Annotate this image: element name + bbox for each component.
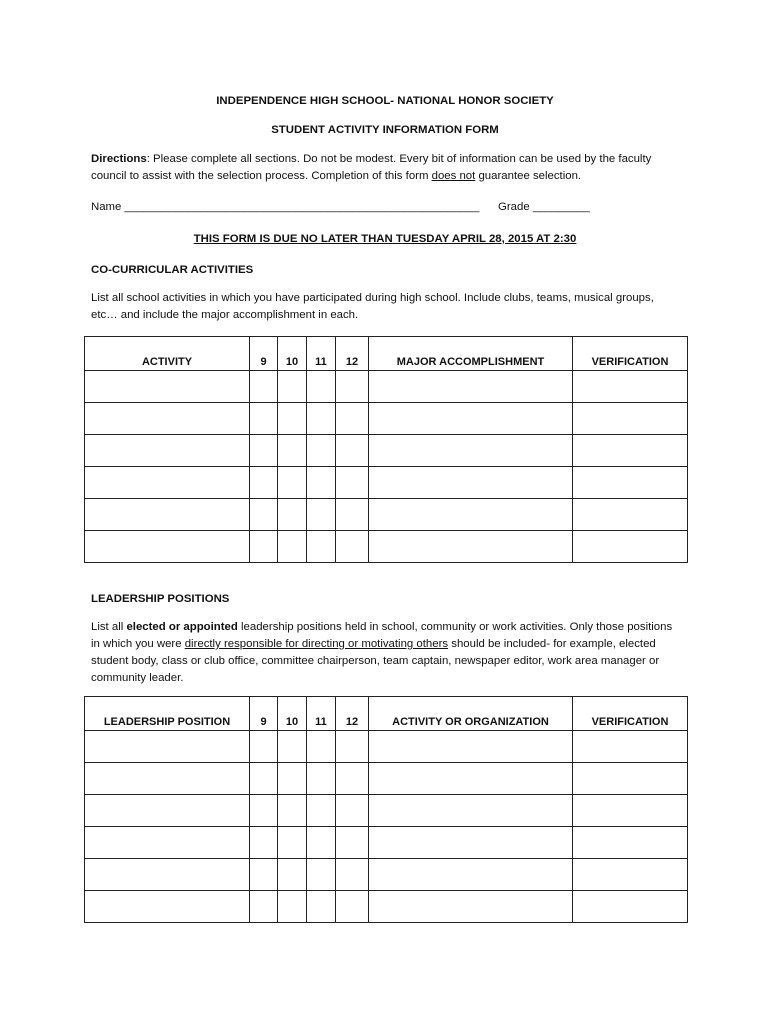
column-header: 12 (336, 697, 369, 731)
column-header: LEADERSHIP POSITION (85, 697, 250, 731)
table-cell[interactable] (336, 435, 369, 467)
table-row (85, 891, 688, 923)
table-cell[interactable] (369, 371, 573, 403)
column-header: VERIFICATION (573, 697, 688, 731)
table-cell[interactable] (573, 827, 688, 859)
table-cell[interactable] (369, 731, 573, 763)
table-cell[interactable] (85, 859, 250, 891)
table-cell[interactable] (307, 859, 336, 891)
table-cell[interactable] (369, 795, 573, 827)
leadership-instr-underline: directly responsible for directing or motivating others (184, 638, 449, 650)
table-cell[interactable] (278, 435, 307, 467)
table-cell[interactable] (85, 371, 250, 403)
table-cell[interactable] (573, 403, 688, 435)
table-row (85, 499, 688, 531)
table-cell[interactable] (307, 499, 336, 531)
table-cell[interactable] (250, 531, 278, 563)
leadership-instructions (91, 619, 681, 687)
table-cell[interactable] (573, 859, 688, 891)
table-cell[interactable] (307, 763, 336, 795)
table-cell[interactable] (307, 827, 336, 859)
table-cell[interactable] (369, 467, 573, 499)
table-cell[interactable] (336, 795, 369, 827)
table-row (85, 731, 688, 763)
column-header: 9 (250, 337, 278, 371)
column-header: 12 (336, 337, 369, 371)
table-cell[interactable] (336, 403, 369, 435)
table-row (85, 763, 688, 795)
directions-text: : Please complete all sections. Do not be modest. Every bit of information can be used by the faculty council to assist with the selection process. Completion of this form (91, 153, 652, 182)
due-date-notice: THIS FORM IS DUE NO LATER THAN TUESDAY APRIL 28, 2015 AT 2:30 (193, 233, 577, 245)
table-cell[interactable] (278, 499, 307, 531)
form-title: STUDENT ACTIVITY INFORMATION FORM (271, 124, 499, 136)
table-cell[interactable] (369, 827, 573, 859)
table-cell[interactable] (85, 435, 250, 467)
table-cell[interactable] (250, 827, 278, 859)
table-cell[interactable] (307, 795, 336, 827)
table-cell[interactable] (85, 467, 250, 499)
table-header-row (85, 697, 688, 731)
leadership-instr-middle: leadership positions held in school, community or work activities. Only those positions in which you were (91, 621, 673, 650)
school-title: INDEPENDENCE HIGH SCHOOL- NATIONAL HONOR SOCIETY (216, 95, 554, 107)
table-cell[interactable] (278, 467, 307, 499)
table-cell[interactable] (369, 891, 573, 923)
table-cell[interactable] (307, 891, 336, 923)
table-cell[interactable] (369, 499, 573, 531)
cocurricular-instructions: List all school activities in which you have participated during high school. Include clubs, teams, musical groups, etc… and include the major accomplishment in each. (91, 292, 654, 321)
column-header: 10 (278, 697, 307, 731)
table-cell[interactable] (369, 435, 573, 467)
table-cell[interactable] (250, 499, 278, 531)
column-header: ACTIVITY (85, 337, 250, 371)
table-cell[interactable] (573, 731, 688, 763)
table-cell[interactable] (573, 435, 688, 467)
table-row (85, 403, 688, 435)
table-cell[interactable] (369, 859, 573, 891)
table-cell[interactable] (250, 763, 278, 795)
table-cell[interactable] (336, 499, 369, 531)
table-cell[interactable] (573, 763, 688, 795)
table-cell[interactable] (278, 891, 307, 923)
column-header: MAJOR ACCOMPLISHMENT (369, 337, 573, 371)
leadership-heading: LEADERSHIP POSITIONS (91, 593, 230, 605)
table-cell[interactable] (278, 827, 307, 859)
table-cell[interactable] (278, 763, 307, 795)
leadership-instr-start: List all (91, 621, 127, 633)
table-row (85, 859, 688, 891)
directions-emphasis: does not (431, 170, 476, 182)
directions-paragraph (91, 151, 671, 185)
grade-field[interactable]: Grade _________ (498, 201, 590, 213)
table-cell[interactable] (250, 371, 278, 403)
table-cell[interactable] (250, 435, 278, 467)
table-cell[interactable] (250, 467, 278, 499)
table-cell[interactable] (307, 531, 336, 563)
table-cell[interactable] (336, 859, 369, 891)
column-header: 9 (250, 697, 278, 731)
table-cell[interactable] (307, 731, 336, 763)
table-cell[interactable] (307, 435, 336, 467)
table-cell[interactable] (250, 859, 278, 891)
table-cell[interactable] (336, 731, 369, 763)
table-cell[interactable] (369, 403, 573, 435)
table-cell[interactable] (278, 859, 307, 891)
table-cell[interactable] (250, 403, 278, 435)
table-row (85, 795, 688, 827)
table-row (85, 467, 688, 499)
table-cell[interactable] (336, 467, 369, 499)
cocurricular-table (84, 336, 688, 563)
leadership-instr-end: should be included- for example, elected student body, class or club office, committee chairperson, team captain, newspaper editor, work area manager or community leader. (91, 638, 660, 684)
table-cell[interactable] (250, 891, 278, 923)
table-cell[interactable] (336, 531, 369, 563)
table-row (85, 531, 688, 563)
table-cell[interactable] (307, 403, 336, 435)
table-cell[interactable] (369, 531, 573, 563)
table-cell[interactable] (85, 731, 250, 763)
table-cell[interactable] (85, 499, 250, 531)
column-header: VERIFICATION (573, 337, 688, 371)
table-cell[interactable] (573, 531, 688, 563)
table-cell[interactable] (307, 467, 336, 499)
table-row (85, 827, 688, 859)
table-cell[interactable] (85, 827, 250, 859)
table-cell[interactable] (278, 731, 307, 763)
directions-text-end: guarantee selection. (475, 170, 582, 182)
table-row (85, 371, 688, 403)
leadership-instr-bold: elected or appointed (126, 621, 238, 633)
table-cell[interactable] (307, 371, 336, 403)
table-cell[interactable] (250, 795, 278, 827)
table-cell[interactable] (573, 891, 688, 923)
table-cell[interactable] (573, 499, 688, 531)
table-cell[interactable] (573, 371, 688, 403)
leadership-table (84, 696, 688, 923)
table-cell[interactable] (278, 795, 307, 827)
table-cell[interactable] (573, 795, 688, 827)
table-header-row (85, 337, 688, 371)
table-cell[interactable] (336, 827, 369, 859)
table-cell[interactable] (573, 467, 688, 499)
table-cell[interactable] (85, 795, 250, 827)
table-cell[interactable] (85, 531, 250, 563)
table-row (85, 435, 688, 467)
column-header: 11 (307, 697, 336, 731)
name-field[interactable]: Name ________________________________________________________ (91, 201, 480, 213)
column-header: 10 (278, 337, 307, 371)
directions-label: Directions (91, 153, 147, 165)
name-grade-line (91, 201, 691, 213)
table-cell[interactable] (85, 891, 250, 923)
table-cell[interactable] (278, 371, 307, 403)
table-cell[interactable] (336, 891, 369, 923)
table-cell[interactable] (336, 763, 369, 795)
table-cell[interactable] (85, 403, 250, 435)
table-cell[interactable] (336, 371, 369, 403)
table-cell[interactable] (278, 403, 307, 435)
column-header: ACTIVITY OR ORGANIZATION (369, 697, 573, 731)
table-cell[interactable] (278, 531, 307, 563)
table-cell[interactable] (369, 763, 573, 795)
table-cell[interactable] (250, 731, 278, 763)
cocurricular-heading: CO-CURRICULAR ACTIVITIES (91, 264, 254, 276)
column-header: 11 (307, 337, 336, 371)
table-cell[interactable] (85, 763, 250, 795)
